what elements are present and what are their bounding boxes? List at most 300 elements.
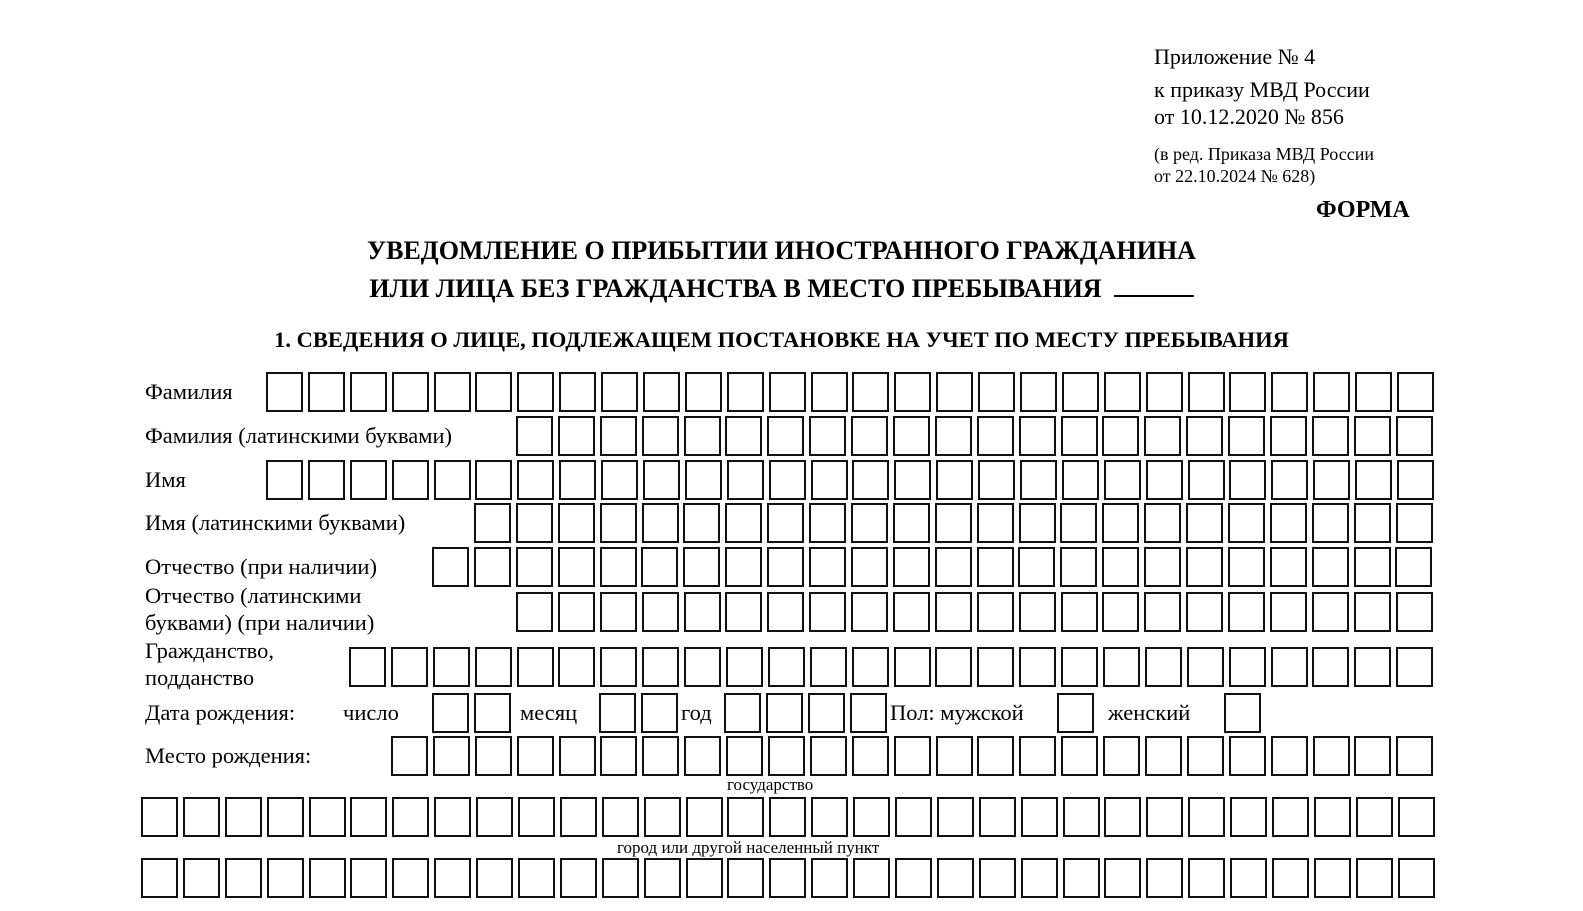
- character-box[interactable]: [350, 460, 387, 500]
- character-box[interactable]: [937, 797, 974, 837]
- character-box[interactable]: [309, 858, 346, 898]
- character-box[interactable]: [894, 736, 931, 776]
- character-box[interactable]: [1145, 647, 1182, 687]
- character-box[interactable]: [642, 647, 679, 687]
- character-box[interactable]: [1229, 372, 1266, 412]
- character-box[interactable]: [1020, 372, 1057, 412]
- character-box[interactable]: [559, 372, 596, 412]
- character-box[interactable]: [769, 797, 806, 837]
- character-box[interactable]: [936, 736, 973, 776]
- character-box[interactable]: [727, 460, 764, 500]
- character-box[interactable]: [811, 460, 848, 500]
- character-box[interactable]: [1188, 460, 1225, 500]
- character-box[interactable]: [810, 647, 847, 687]
- character-box[interactable]: [1356, 797, 1393, 837]
- character-box[interactable]: [684, 592, 721, 632]
- character-box[interactable]: [558, 647, 595, 687]
- character-box[interactable]: [853, 797, 890, 837]
- document-title-line2: [0, 274, 1563, 304]
- character-box[interactable]: [853, 858, 890, 898]
- character-box[interactable]: [1187, 736, 1224, 776]
- character-box[interactable]: [893, 547, 930, 587]
- character-box[interactable]: [475, 372, 512, 412]
- character-box[interactable]: [433, 647, 470, 687]
- character-box[interactable]: [602, 797, 639, 837]
- character-box[interactable]: [225, 797, 262, 837]
- character-box[interactable]: [1356, 858, 1393, 898]
- character-box[interactable]: [1314, 797, 1351, 837]
- character-box[interactable]: [977, 647, 1014, 687]
- redaction-note-line2: от 22.10.2024 № 628): [1154, 166, 1316, 186]
- character-box[interactable]: [434, 858, 471, 898]
- birth-month-label: месяц: [520, 700, 578, 725]
- character-box[interactable]: [475, 647, 512, 687]
- character-box[interactable]: [141, 797, 178, 837]
- character-box[interactable]: [809, 503, 846, 543]
- character-box[interactable]: [1019, 647, 1056, 687]
- character-box[interactable]: [979, 858, 1016, 898]
- character-box[interactable]: [1272, 797, 1309, 837]
- city-caption: город или другой населенный пункт: [617, 838, 880, 857]
- character-box[interactable]: [1395, 547, 1432, 587]
- character-box[interactable]: [1396, 647, 1433, 687]
- character-box[interactable]: [392, 797, 429, 837]
- character-box[interactable]: [1062, 460, 1099, 500]
- character-box[interactable]: [1229, 460, 1266, 500]
- character-box[interactable]: [726, 736, 763, 776]
- character-box[interactable]: [641, 547, 678, 587]
- character-box[interactable]: [686, 797, 723, 837]
- character-box[interactable]: [1021, 858, 1058, 898]
- character-box[interactable]: [1146, 372, 1183, 412]
- character-box[interactable]: [601, 460, 638, 500]
- character-box[interactable]: [1104, 858, 1141, 898]
- character-box[interactable]: [1061, 736, 1098, 776]
- character-box[interactable]: [1313, 736, 1350, 776]
- character-box[interactable]: [266, 372, 303, 412]
- character-box[interactable]: [935, 547, 972, 587]
- character-box[interactable]: [600, 503, 637, 543]
- character-box[interactable]: [308, 372, 345, 412]
- character-box[interactable]: [1271, 372, 1308, 412]
- character-box[interactable]: [1396, 736, 1433, 776]
- character-box[interactable]: [267, 797, 304, 837]
- character-box[interactable]: [1146, 858, 1183, 898]
- form-label: ФОРМА: [1316, 197, 1410, 223]
- character-box[interactable]: [893, 592, 930, 632]
- character-box[interactable]: [977, 592, 1014, 632]
- character-box[interactable]: [602, 858, 639, 898]
- character-box[interactable]: [601, 372, 638, 412]
- character-box[interactable]: [725, 547, 762, 587]
- character-box[interactable]: [1061, 416, 1098, 456]
- character-box[interactable]: [683, 547, 720, 587]
- character-box[interactable]: [727, 372, 764, 412]
- character-box[interactable]: [684, 647, 721, 687]
- character-box[interactable]: [895, 797, 932, 837]
- birth-day-input[interactable]: [432, 693, 516, 733]
- character-box[interactable]: [1186, 416, 1223, 456]
- character-box[interactable]: [1103, 736, 1140, 776]
- character-box[interactable]: [893, 416, 930, 456]
- appendix-order-date: от 10.12.2020 № 856: [1154, 104, 1344, 129]
- patronymic-input[interactable]: [432, 547, 1437, 587]
- character-box[interactable]: [978, 460, 1015, 500]
- character-box[interactable]: [1020, 460, 1057, 500]
- character-box[interactable]: [1230, 797, 1267, 837]
- character-box[interactable]: [767, 503, 804, 543]
- character-box[interactable]: [517, 372, 554, 412]
- character-box[interactable]: [1314, 858, 1351, 898]
- character-box[interactable]: [1271, 460, 1308, 500]
- character-box[interactable]: [1186, 503, 1223, 543]
- surname-latin-input[interactable]: [516, 416, 1438, 456]
- character-box[interactable]: [516, 592, 553, 632]
- character-box[interactable]: [560, 797, 597, 837]
- character-box[interactable]: [727, 858, 764, 898]
- character-box[interactable]: [559, 460, 596, 500]
- character-box[interactable]: [1188, 797, 1225, 837]
- character-box[interactable]: [1224, 693, 1261, 733]
- character-box[interactable]: [978, 372, 1015, 412]
- character-box[interactable]: [434, 460, 471, 500]
- character-box[interactable]: [1229, 736, 1266, 776]
- character-box[interactable]: [1188, 372, 1225, 412]
- character-box[interactable]: [1354, 503, 1391, 543]
- character-box[interactable]: [432, 547, 469, 587]
- patronymic-latin-input[interactable]: [516, 592, 1438, 632]
- character-box[interactable]: [642, 416, 679, 456]
- character-box[interactable]: [517, 647, 554, 687]
- character-box[interactable]: [600, 547, 637, 587]
- character-box[interactable]: [1312, 503, 1349, 543]
- character-box[interactable]: [1312, 592, 1349, 632]
- character-box[interactable]: [642, 503, 679, 543]
- document-title-line1: УВЕДОМЛЕНИЕ О ПРИБЫТИИ ИНОСТРАННОГО ГРАЖДАНИНА: [367, 236, 1196, 265]
- character-box[interactable]: [851, 592, 888, 632]
- character-box[interactable]: [767, 547, 804, 587]
- character-box[interactable]: [1398, 858, 1435, 898]
- character-box[interactable]: [811, 858, 848, 898]
- character-box[interactable]: [1397, 372, 1434, 412]
- character-box[interactable]: [767, 592, 804, 632]
- character-box[interactable]: [850, 693, 887, 733]
- character-box[interactable]: [1060, 547, 1097, 587]
- character-box[interactable]: [392, 858, 429, 898]
- character-box[interactable]: [979, 797, 1016, 837]
- character-box[interactable]: [935, 592, 972, 632]
- character-box[interactable]: [935, 503, 972, 543]
- character-box[interactable]: [1313, 460, 1350, 500]
- character-box[interactable]: [641, 693, 678, 733]
- surname-input[interactable]: [266, 372, 1439, 412]
- character-box[interactable]: [852, 647, 889, 687]
- character-box[interactable]: [600, 416, 637, 456]
- character-box[interactable]: [1103, 647, 1140, 687]
- birth-year-label: год: [681, 700, 712, 725]
- birth-year-input[interactable]: [724, 693, 892, 733]
- character-box[interactable]: [1187, 647, 1224, 687]
- character-box[interactable]: [852, 736, 889, 776]
- character-box[interactable]: [183, 797, 220, 837]
- character-box[interactable]: [644, 858, 681, 898]
- character-box[interactable]: [183, 858, 220, 898]
- character-box[interactable]: [350, 372, 387, 412]
- character-box[interactable]: [559, 736, 596, 776]
- character-box[interactable]: [1021, 797, 1058, 837]
- character-box[interactable]: [726, 647, 763, 687]
- character-box[interactable]: [1271, 736, 1308, 776]
- character-box[interactable]: [685, 460, 722, 500]
- character-box[interactable]: [1271, 647, 1308, 687]
- character-box[interactable]: [1019, 416, 1056, 456]
- character-box[interactable]: [1396, 503, 1433, 543]
- character-box[interactable]: [643, 372, 680, 412]
- character-box[interactable]: [1102, 592, 1139, 632]
- character-box[interactable]: [1313, 372, 1350, 412]
- character-box[interactable]: [809, 416, 846, 456]
- character-box[interactable]: [474, 503, 511, 543]
- character-box[interactable]: [141, 858, 178, 898]
- character-box[interactable]: [476, 797, 513, 837]
- character-box[interactable]: [895, 858, 932, 898]
- character-box[interactable]: [1229, 647, 1266, 687]
- citizenship-input[interactable]: [349, 647, 1438, 687]
- character-box[interactable]: [350, 797, 387, 837]
- character-box[interactable]: [1186, 592, 1223, 632]
- character-box[interactable]: [1354, 592, 1391, 632]
- character-box[interactable]: [434, 372, 471, 412]
- character-box[interactable]: [1354, 647, 1391, 687]
- character-box[interactable]: [1061, 592, 1098, 632]
- character-box[interactable]: [434, 797, 471, 837]
- character-box[interactable]: [1104, 460, 1141, 500]
- character-box[interactable]: [558, 547, 595, 587]
- character-box[interactable]: [392, 460, 429, 500]
- character-box[interactable]: [474, 693, 511, 733]
- character-box[interactable]: [894, 372, 931, 412]
- name-input[interactable]: [266, 460, 1439, 500]
- character-box[interactable]: [1061, 647, 1098, 687]
- character-box[interactable]: [516, 416, 553, 456]
- character-box[interactable]: [977, 503, 1014, 543]
- character-box[interactable]: [1354, 416, 1391, 456]
- character-box[interactable]: [1104, 797, 1141, 837]
- character-box[interactable]: [392, 372, 429, 412]
- character-box[interactable]: [684, 736, 721, 776]
- character-box[interactable]: [558, 503, 595, 543]
- character-box[interactable]: [1355, 460, 1392, 500]
- character-box[interactable]: [894, 647, 931, 687]
- character-box[interactable]: [1312, 416, 1349, 456]
- character-box[interactable]: [266, 460, 303, 500]
- character-box[interactable]: [643, 460, 680, 500]
- character-box[interactable]: [851, 416, 888, 456]
- character-box[interactable]: [1018, 547, 1055, 587]
- character-box[interactable]: [600, 736, 637, 776]
- character-box[interactable]: [1312, 547, 1349, 587]
- sex-male-checkbox[interactable]: [1057, 693, 1099, 733]
- character-box[interactable]: [1019, 592, 1056, 632]
- character-box[interactable]: [475, 736, 512, 776]
- character-box[interactable]: [1060, 503, 1097, 543]
- character-box[interactable]: [391, 736, 428, 776]
- character-box[interactable]: [518, 858, 555, 898]
- character-box[interactable]: [852, 460, 889, 500]
- character-box[interactable]: [935, 416, 972, 456]
- character-box[interactable]: [809, 592, 846, 632]
- character-box[interactable]: [725, 416, 762, 456]
- character-box[interactable]: [558, 592, 595, 632]
- character-box[interactable]: [852, 372, 889, 412]
- character-box[interactable]: [517, 460, 554, 500]
- character-box[interactable]: [1144, 503, 1181, 543]
- patronymic-latin-label-line1: Отчество (латинскими: [145, 583, 362, 608]
- character-box[interactable]: [1144, 416, 1181, 456]
- character-box[interactable]: [1104, 372, 1141, 412]
- character-box[interactable]: [433, 736, 470, 776]
- character-box[interactable]: [474, 547, 511, 587]
- character-box[interactable]: [309, 797, 346, 837]
- character-box[interactable]: [808, 693, 845, 733]
- character-box[interactable]: [1228, 416, 1265, 456]
- title-blank-field[interactable]: [1114, 275, 1194, 297]
- character-box[interactable]: [766, 693, 803, 733]
- character-box[interactable]: [642, 592, 679, 632]
- state-caption: государство: [727, 775, 814, 794]
- character-box[interactable]: [727, 797, 764, 837]
- character-box[interactable]: [308, 460, 345, 500]
- character-box[interactable]: [560, 858, 597, 898]
- character-box[interactable]: [1312, 647, 1349, 687]
- character-box[interactable]: [1102, 416, 1139, 456]
- citizenship-label-line2: подданство: [145, 665, 255, 690]
- character-box[interactable]: [768, 647, 805, 687]
- character-box[interactable]: [1102, 547, 1139, 587]
- character-box[interactable]: [1272, 858, 1309, 898]
- character-box[interactable]: [769, 460, 806, 500]
- character-box[interactable]: [769, 372, 806, 412]
- character-box[interactable]: [1063, 858, 1100, 898]
- name-latin-input[interactable]: [474, 503, 1437, 543]
- character-box[interactable]: [600, 592, 637, 632]
- character-box[interactable]: [894, 460, 931, 500]
- character-box[interactable]: [1354, 736, 1391, 776]
- character-box[interactable]: [1186, 547, 1223, 587]
- character-box[interactable]: [977, 416, 1014, 456]
- character-box[interactable]: [1228, 503, 1265, 543]
- character-box[interactable]: [725, 592, 762, 632]
- character-box[interactable]: [267, 858, 304, 898]
- character-box[interactable]: [1102, 503, 1139, 543]
- character-box[interactable]: [1354, 547, 1391, 587]
- birth-place-state-input[interactable]: [391, 736, 1438, 776]
- character-box[interactable]: [1398, 797, 1435, 837]
- sex-male-label: Пол: мужской: [890, 700, 1024, 725]
- character-box[interactable]: [1228, 547, 1265, 587]
- character-box[interactable]: [684, 416, 721, 456]
- birth-month-input[interactable]: [599, 693, 683, 733]
- character-box[interactable]: [1019, 736, 1056, 776]
- character-box[interactable]: [558, 416, 595, 456]
- character-box[interactable]: [1062, 372, 1099, 412]
- character-box[interactable]: [516, 547, 553, 587]
- character-box[interactable]: [516, 503, 553, 543]
- character-box[interactable]: [1146, 797, 1183, 837]
- character-box[interactable]: [811, 797, 848, 837]
- name-latin-label: Имя (латинскими буквами): [145, 510, 406, 535]
- character-box[interactable]: [642, 736, 679, 776]
- character-box[interactable]: [518, 797, 555, 837]
- character-box[interactable]: [1230, 858, 1267, 898]
- character-box[interactable]: [225, 858, 262, 898]
- character-box[interactable]: [1396, 592, 1433, 632]
- character-box[interactable]: [599, 693, 636, 733]
- character-box[interactable]: [349, 647, 386, 687]
- character-box[interactable]: [1270, 503, 1307, 543]
- character-box[interactable]: [977, 736, 1014, 776]
- sex-female-checkbox[interactable]: [1224, 693, 1266, 733]
- character-box[interactable]: [1228, 592, 1265, 632]
- character-box[interactable]: [851, 503, 888, 543]
- character-box[interactable]: [977, 547, 1014, 587]
- character-box[interactable]: [1063, 797, 1100, 837]
- character-box[interactable]: [517, 736, 554, 776]
- character-box[interactable]: [644, 797, 681, 837]
- character-box[interactable]: [1146, 460, 1183, 500]
- character-box[interactable]: [725, 503, 762, 543]
- character-box[interactable]: [724, 693, 761, 733]
- character-box[interactable]: [809, 547, 846, 587]
- character-box[interactable]: [1270, 547, 1307, 587]
- birth-place-state-input-continued[interactable]: [141, 797, 1440, 837]
- character-box[interactable]: [1397, 460, 1434, 500]
- character-box[interactable]: [1270, 416, 1307, 456]
- character-box[interactable]: [936, 372, 973, 412]
- character-box[interactable]: [1019, 503, 1056, 543]
- birth-place-city-input[interactable]: [141, 858, 1440, 898]
- character-box[interactable]: [1396, 416, 1433, 456]
- character-box[interactable]: [476, 858, 513, 898]
- character-box[interactable]: [1270, 592, 1307, 632]
- character-box[interactable]: [936, 460, 973, 500]
- character-box[interactable]: [893, 503, 930, 543]
- redaction-note-line1: (в ред. Приказа МВД России: [1154, 144, 1374, 164]
- character-box[interactable]: [768, 736, 805, 776]
- character-box[interactable]: [769, 858, 806, 898]
- character-box[interactable]: [1188, 858, 1225, 898]
- character-box[interactable]: [600, 647, 637, 687]
- character-box[interactable]: [1355, 372, 1392, 412]
- character-box[interactable]: [811, 372, 848, 412]
- character-box[interactable]: [1144, 547, 1181, 587]
- character-box[interactable]: [686, 858, 723, 898]
- character-box[interactable]: [1144, 592, 1181, 632]
- character-box[interactable]: [1057, 693, 1094, 733]
- character-box[interactable]: [475, 460, 512, 500]
- character-box[interactable]: [683, 503, 720, 543]
- character-box[interactable]: [851, 547, 888, 587]
- character-box[interactable]: [350, 858, 387, 898]
- character-box[interactable]: [391, 647, 428, 687]
- character-box[interactable]: [810, 736, 847, 776]
- character-box[interactable]: [1145, 736, 1182, 776]
- character-box[interactable]: [432, 693, 469, 733]
- character-box[interactable]: [935, 647, 972, 687]
- character-box[interactable]: [685, 372, 722, 412]
- character-box[interactable]: [767, 416, 804, 456]
- character-box[interactable]: [937, 858, 974, 898]
